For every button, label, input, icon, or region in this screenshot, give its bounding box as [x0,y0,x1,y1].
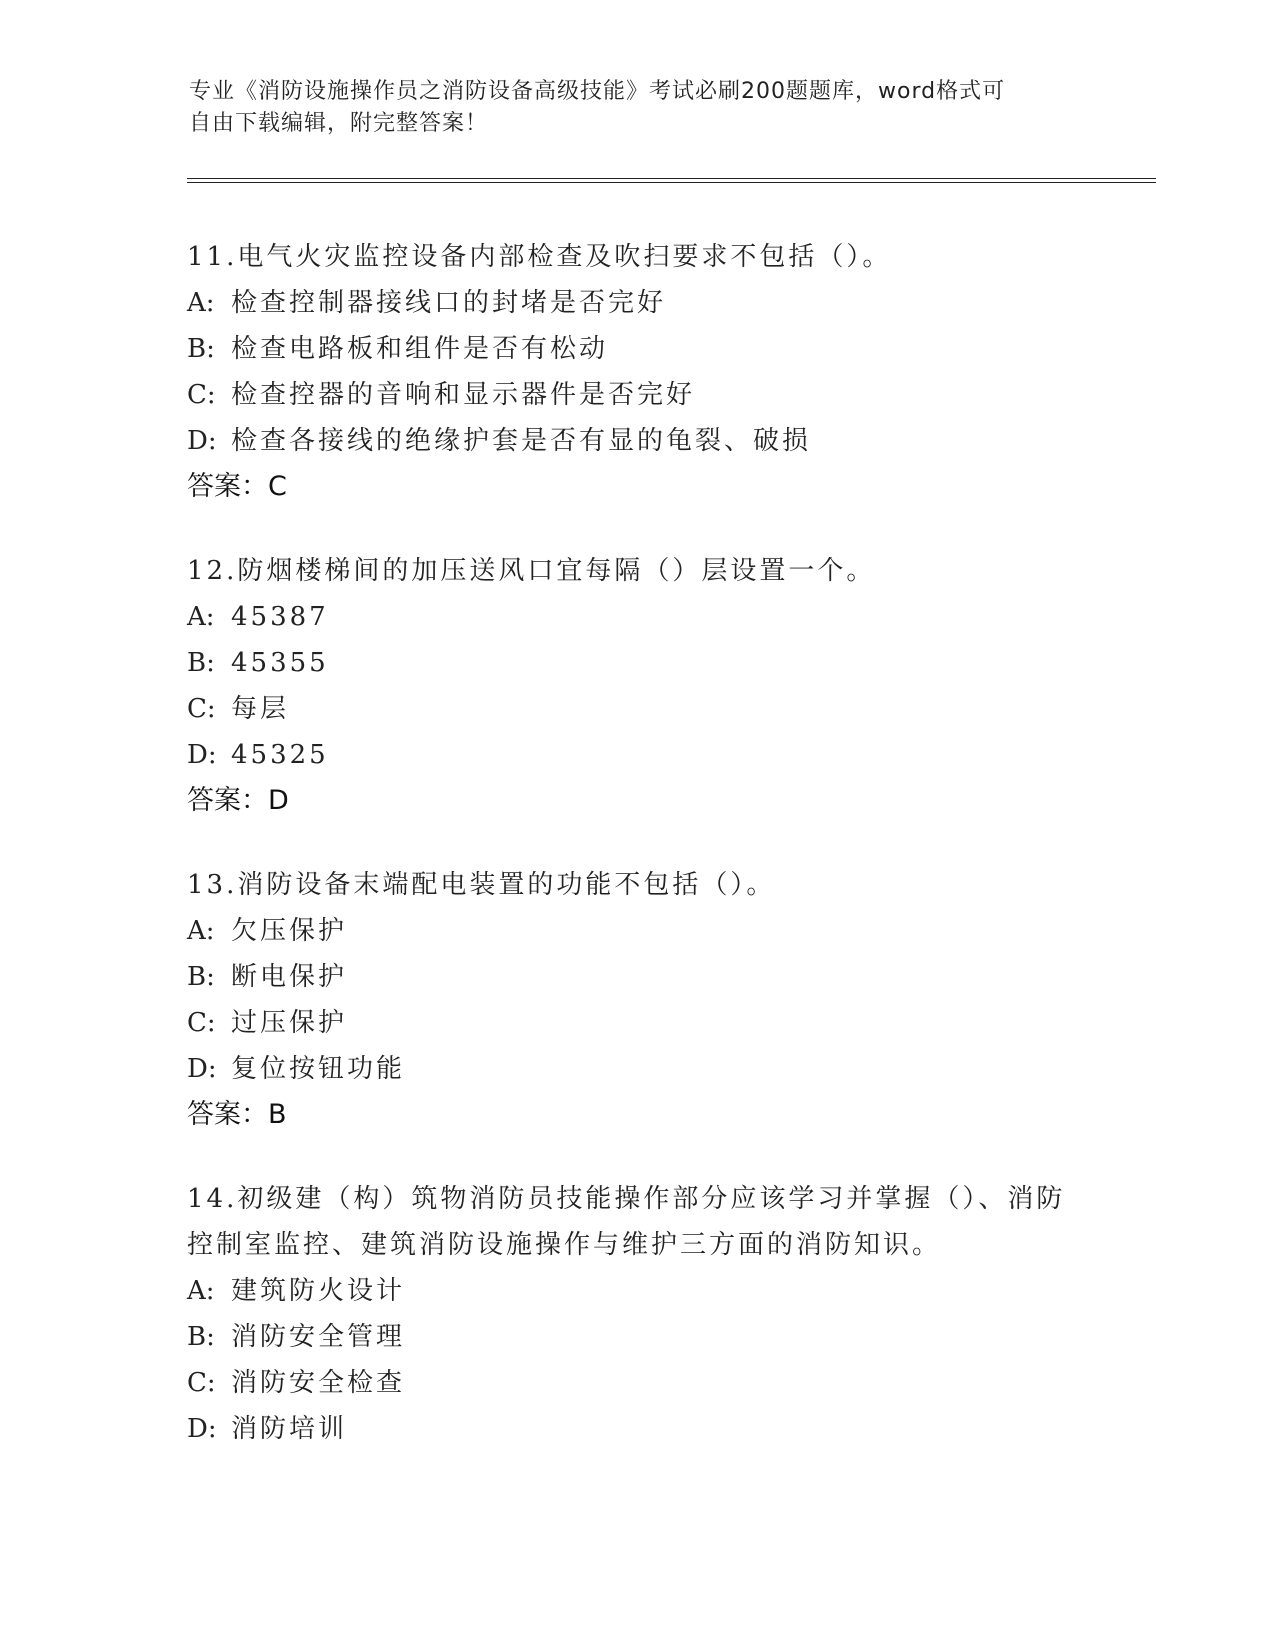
option-text: 复位按钮功能 [231,1054,406,1084]
option-letter: B: [187,334,215,364]
option-text: 检查控器的音响和显示器件是否完好 [231,380,696,410]
option-d [187,1046,1087,1092]
option-letter: B: [187,648,215,678]
option-letter: A: [187,1276,215,1306]
header-title-line-1: 专业《消防设施操作员之消防设备高级技能》考试必刷200题题库，word格式可 [189,79,1006,104]
document-header [189,76,1089,140]
option-text: 消防安全管理 [231,1322,406,1352]
option-b [187,326,1087,372]
question-11 [187,234,1087,510]
option-text: 检查控制器接线口的封堵是否完好 [231,288,667,318]
question-stem-line-1: 14.初级建（构）筑物消防员技能操作部分应该学习并掌握（）、消防 [187,1184,1066,1214]
option-text: 检查电路板和组件是否有松动 [231,334,609,364]
option-letter: D: [187,1054,217,1084]
question-stem: 12.防烟楼梯间的加压送风口宜每隔（）层设置一个。 [187,556,876,586]
answer-line: 答案：C [187,471,287,502]
option-c [187,686,1087,732]
option-letter: B: [187,962,215,992]
option-text: 过压保护 [231,1008,348,1038]
option-text: 每层 [231,694,290,724]
option-text: 建筑防火设计 [231,1276,406,1306]
option-letter: C: [187,1368,216,1398]
option-a [187,280,1087,326]
option-letter: A: [187,602,215,632]
question-stem-line-2: 控制室监控、建筑消防设施操作与维护三方面的消防知识。 [187,1230,942,1260]
option-b [187,1314,1087,1360]
option-b [187,954,1087,1000]
option-letter: A: [187,288,215,318]
question-list [187,234,1087,1490]
question-stem: 13.消防设备末端配电装置的功能不包括（）。 [187,870,776,900]
option-text: 检查各接线的绝缘护套是否有显的龟裂、破损 [231,426,812,456]
header-divider-top [187,178,1156,179]
option-c [187,1360,1087,1406]
question-stem: 11.电气火灾监控设备内部检查及吹扫要求不包括（）。 [187,242,892,272]
option-c [187,372,1087,418]
answer-line: 答案：D [187,785,289,816]
option-text: 45325 [231,740,329,770]
question-14 [187,1176,1087,1452]
option-letter: D: [187,426,217,456]
answer-line: 答案：B [187,1099,287,1130]
option-letter: C: [187,1008,216,1038]
option-letter: D: [187,740,217,770]
option-a [187,908,1087,954]
option-d [187,1406,1087,1452]
header-title-line-2: 自由下载编辑，附完整答案！ [189,111,489,136]
option-letter: A: [187,916,215,946]
option-text: 欠压保护 [231,916,348,946]
option-text: 断电保护 [231,962,348,992]
option-d [187,418,1087,464]
option-b [187,640,1087,686]
option-text: 45387 [231,602,329,632]
question-13 [187,862,1087,1138]
option-letter: C: [187,694,216,724]
option-a [187,594,1087,640]
option-text: 消防安全检查 [231,1368,406,1398]
option-letter: D: [187,1414,217,1444]
option-text: 45355 [231,648,329,678]
option-text: 消防培训 [231,1414,348,1444]
question-12 [187,548,1087,824]
header-divider-bottom [187,182,1156,183]
option-letter: C: [187,380,216,410]
option-d [187,732,1087,778]
option-a [187,1268,1087,1314]
option-c [187,1000,1087,1046]
option-letter: B: [187,1322,215,1352]
